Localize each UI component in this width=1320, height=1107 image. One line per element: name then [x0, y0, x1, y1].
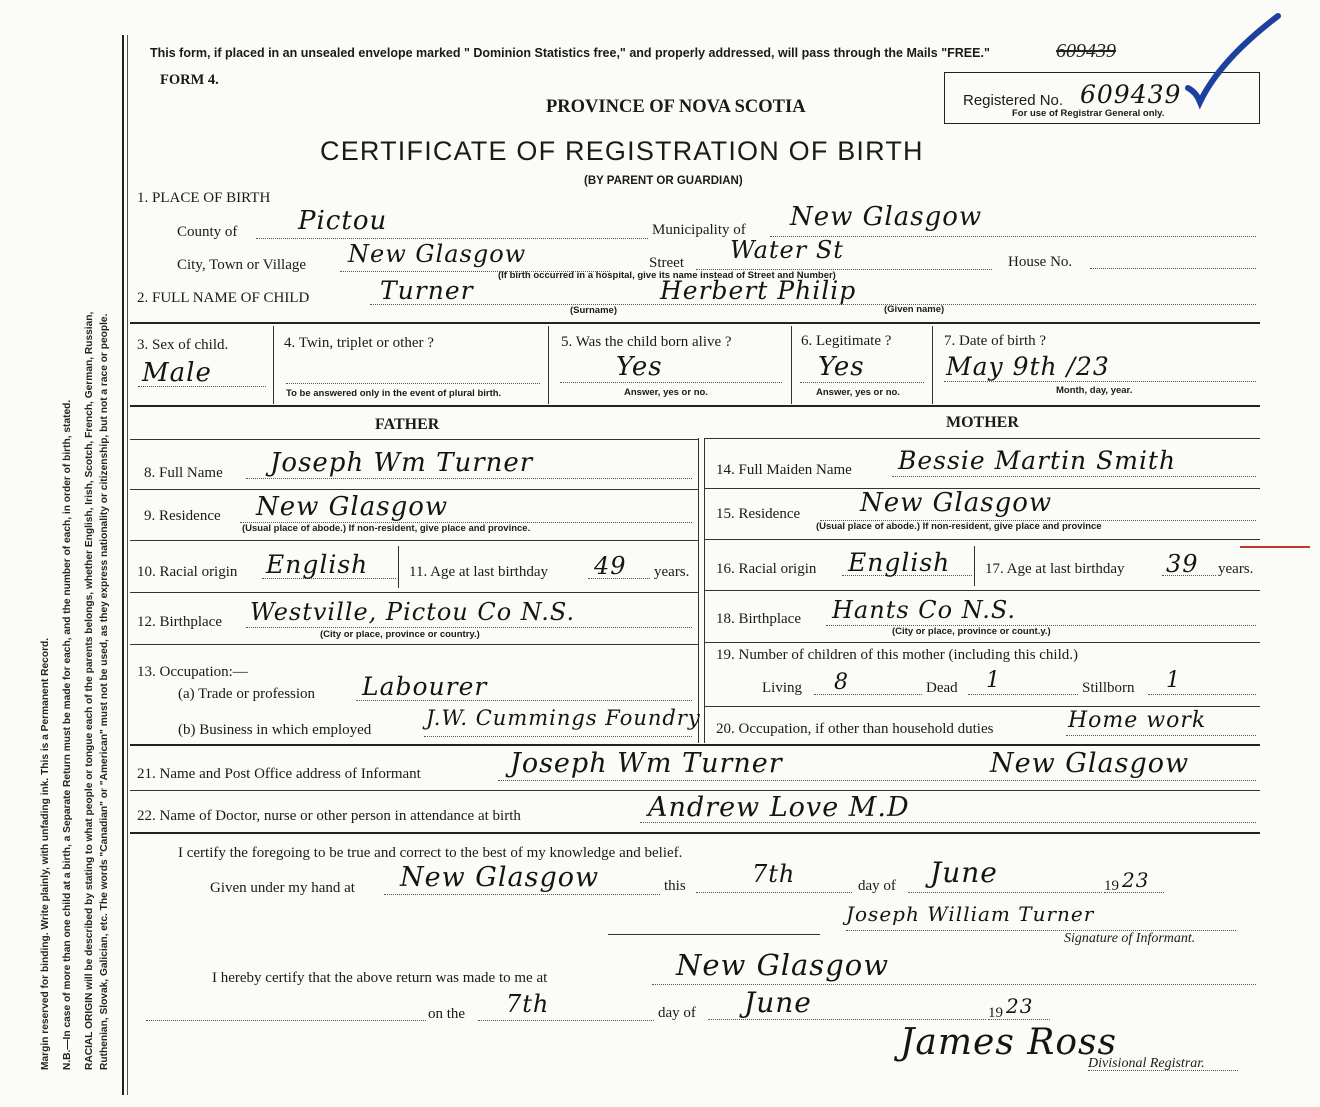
- father-residence-note: (Usual place of abode.) If non-resident, give place and province.: [242, 523, 531, 534]
- registrar-year-line: [988, 1019, 1050, 1020]
- sex-label: 3. Sex of child.: [137, 337, 229, 353]
- informant-address: New Glasgow: [990, 748, 1190, 779]
- mother-race-value: English: [848, 548, 951, 577]
- registrar-signature: James Ross: [900, 1022, 1117, 1063]
- divider: [130, 405, 1260, 407]
- registered-label: Registered No.: [963, 92, 1064, 109]
- divider: [273, 326, 274, 404]
- certify-month: June: [930, 856, 998, 889]
- informant-line: [498, 780, 1256, 781]
- certificate-subtitle: (BY PARENT OR GUARDIAN): [584, 175, 743, 187]
- margin-note-2: N.B.—In case of more than one child at a birth, a Separate Return must be made for each, and the number of each, in order of birth, stated.: [62, 399, 73, 1070]
- given-caption: (Given name): [884, 304, 945, 315]
- house-line: [1090, 268, 1256, 269]
- doctor-label: 22. Name of Doctor, nurse or other person in attendance at birth: [137, 808, 521, 824]
- father-name-label: 8. Full Name: [144, 465, 223, 481]
- mother-residence-note: (Usual place of abode.) If non-resident, give place and province: [816, 521, 1102, 532]
- alive-note: Answer, yes or no.: [624, 387, 708, 398]
- dead-value: 1: [986, 668, 1001, 693]
- divider: [974, 546, 975, 586]
- living-value: 8: [834, 670, 849, 695]
- margin-note-3: RACIAL ORIGIN will be described by stating to what people or tongue each of the parents belongs, whether English, Irish, Scotch, French, German, Russian,: [84, 311, 95, 1070]
- registrar-year: 23: [1006, 994, 1034, 1018]
- informant-label: 21. Name and Post Office address of Informant: [137, 766, 421, 782]
- father-name-value: Joseph Wm Turner: [270, 448, 534, 478]
- dayof-label: day of: [858, 878, 896, 894]
- street-label: Street: [649, 255, 684, 271]
- registrar-dayof-label: day of: [658, 1005, 696, 1021]
- postal-note: This form, if placed in an unsealed envelope marked " Dominion Statistics free," and properly addressed, will pass through the Mails "FREE.": [150, 46, 990, 60]
- living-label: Living: [762, 680, 802, 696]
- divider: [130, 832, 1260, 834]
- registrar-day-line: [478, 1020, 654, 1021]
- divider: [548, 326, 549, 404]
- mother-race-label: 16. Racial origin: [716, 561, 817, 577]
- father-birthplace-line: [246, 627, 692, 628]
- children-label: 19. Number of children of this mother (including this child.): [716, 647, 1079, 663]
- alive-line: [560, 382, 782, 383]
- living-line: [814, 694, 922, 695]
- father-business-label: (b) Business in which employed: [178, 722, 372, 738]
- mother-occupation-line: [1066, 735, 1256, 736]
- registrar-month: June: [744, 986, 812, 1019]
- mother-birthplace-value: Hants Co N.S.: [832, 596, 1017, 624]
- divider: [791, 326, 792, 404]
- mother-name-value: Bessie Martin Smith: [898, 446, 1177, 475]
- mother-heading: MOTHER: [946, 414, 1019, 431]
- certificate-title: CERTIFICATE OF REGISTRATION OF BIRTH: [320, 136, 924, 166]
- divider: [130, 540, 698, 541]
- child-given-names: Herbert Philip: [660, 276, 857, 305]
- informant-signature-caption: Signature of Informant.: [1064, 931, 1196, 946]
- margin-note-4: Ruthenian, Slovak, Galician, etc. The words "Canadian" or "American" must not be used, as they express nationality or citizenship, but not a race or people.: [99, 313, 110, 1070]
- father-age-label: 11. Age at last birthday: [409, 564, 548, 580]
- province: PROVINCE OF NOVA SCOTIA: [546, 97, 806, 117]
- father-age-value: 49: [594, 552, 627, 580]
- margin-note-1: Margin reserved for binding. Write plainly, with unfading ink. This is a Permanent Record.: [40, 637, 51, 1070]
- divider: [704, 539, 1260, 540]
- dob-label: 7. Date of birth ?: [944, 333, 1047, 349]
- registrar-day: 7th: [506, 990, 550, 1018]
- divider: [130, 489, 698, 490]
- certify-day: 7th: [752, 860, 796, 888]
- registrar-month-line: [708, 1019, 986, 1020]
- stillborn-value: 1: [1166, 668, 1181, 693]
- mother-birthplace-note: (City or place, province or count.y.): [892, 626, 1051, 637]
- dob-value: May 9th /23: [946, 352, 1110, 381]
- father-years: years.: [654, 564, 690, 580]
- divider: [130, 644, 698, 645]
- stillborn-line: [1148, 694, 1256, 695]
- legitimate-line: [800, 382, 924, 383]
- mother-age-value: 39: [1166, 550, 1199, 578]
- sex-value: Male: [142, 358, 212, 388]
- municipality-label: Municipality of: [652, 222, 746, 238]
- doctor-name: Andrew Love M.D: [648, 792, 910, 823]
- certify-text: I certify the foregoing to be true and correct to the best of my knowledge and belief.: [178, 845, 683, 861]
- mother-name-label: 14. Full Maiden Name: [716, 462, 852, 478]
- given-place: New Glasgow: [400, 862, 600, 893]
- legitimate-note: Answer, yes or no.: [816, 387, 900, 398]
- registrar-signature-line: [1088, 1070, 1238, 1071]
- father-residence-value: New Glasgow: [256, 492, 449, 522]
- informant-signature: Joseph William Turner: [846, 902, 1095, 926]
- legitimate-value: Yes: [818, 352, 865, 382]
- year-line: [1104, 892, 1164, 893]
- surname-caption: (Surname): [570, 305, 617, 316]
- father-race-value: English: [266, 550, 369, 579]
- twin-label: 4. Twin, triplet or other ?: [284, 335, 434, 351]
- dob-note: Month, day, year.: [1056, 385, 1133, 396]
- city-value: New Glasgow: [348, 240, 527, 268]
- father-birthplace-label: 12. Birthplace: [137, 614, 222, 630]
- registrar-caption: Divisional Registrar.: [1088, 1056, 1205, 1071]
- father-name-line: [246, 478, 692, 479]
- mother-residence-label: 15. Residence: [716, 506, 801, 522]
- column-divider: [698, 438, 699, 743]
- form-number: FORM 4.: [160, 72, 219, 88]
- place-heading: 1. PLACE OF BIRTH: [137, 190, 271, 206]
- registrar-left-line: [146, 1020, 426, 1021]
- struck-registration-number: 609439: [1056, 40, 1116, 62]
- divider: [704, 438, 1260, 439]
- month-line: [908, 892, 1102, 893]
- twin-note: To be answered only in the event of plural birth.: [286, 388, 502, 399]
- father-heading: FATHER: [375, 416, 440, 433]
- county-line: [256, 238, 648, 239]
- house-label: House No.: [1008, 254, 1073, 270]
- checkmark-icon: [1180, 10, 1290, 110]
- mother-occupation-label: 20. Occupation, if other than household duties: [716, 721, 994, 737]
- signature-line: [608, 934, 820, 935]
- given-place-line: [384, 894, 660, 895]
- child-name-label: 2. FULL NAME OF CHILD: [137, 290, 310, 306]
- binding-margin-line-inner: [127, 35, 128, 1095]
- informant-name: Joseph Wm Turner: [510, 748, 783, 779]
- certify-year: 23: [1122, 868, 1150, 892]
- hospital-note: (If birth occurred in a hospital, give its name instead of Street and Number): [498, 270, 836, 281]
- mother-occupation-value: Home work: [1068, 708, 1207, 733]
- this-label: this: [664, 878, 686, 894]
- alive-label: 5. Was the child born alive ?: [561, 334, 732, 350]
- mother-years: years.: [1218, 561, 1254, 577]
- registrar-year-prefix: 19: [988, 1005, 1003, 1021]
- day-line: [696, 892, 852, 893]
- dead-label: Dead: [926, 680, 958, 696]
- county-label: County of: [177, 224, 238, 240]
- registrar-text: I hereby certify that the above return was made to me at: [212, 970, 548, 986]
- divider: [130, 744, 1260, 746]
- divider: [704, 642, 1260, 643]
- divider: [704, 590, 1260, 591]
- father-business-value: J.W. Cummings Foundry: [426, 706, 701, 730]
- municipality-value: New Glasgow: [790, 202, 983, 232]
- mother-residence-value: New Glasgow: [860, 488, 1053, 518]
- street-value: Water St: [730, 236, 844, 264]
- city-label: City, Town or Village: [177, 257, 307, 273]
- on-label: on the: [428, 1006, 466, 1022]
- father-birthplace-note: (City or place, province or country.): [320, 629, 480, 640]
- given-label: Given under my hand at: [210, 880, 355, 896]
- twin-line: [286, 383, 540, 384]
- father-occupation-label: 13. Occupation:—: [137, 664, 248, 680]
- father-residence-label: 9. Residence: [144, 508, 221, 524]
- divider: [130, 592, 698, 593]
- child-surname: Turner: [380, 276, 474, 305]
- dob-line: [944, 381, 1256, 382]
- divider: [130, 322, 1260, 324]
- divider: [704, 706, 1260, 707]
- divider: [130, 790, 1260, 791]
- registrar-place-line: [652, 984, 1256, 985]
- year-prefix: 19: [1104, 878, 1119, 894]
- mother-name-line: [892, 476, 1256, 477]
- binding-margin-line: [122, 35, 124, 1095]
- alive-value: Yes: [616, 352, 663, 382]
- registered-number: 609439: [1080, 80, 1182, 109]
- legitimate-label: 6. Legitimate ?: [801, 333, 892, 349]
- divider: [932, 326, 933, 404]
- divider: [130, 439, 698, 440]
- father-trade-value: Labourer: [362, 672, 488, 701]
- ink-mark: [1240, 546, 1310, 548]
- mother-birthplace-label: 18. Birthplace: [716, 611, 801, 627]
- divider: [398, 546, 399, 588]
- registrar-place: New Glasgow: [676, 948, 890, 982]
- county-value: Pictou: [298, 206, 388, 236]
- father-race-label: 10. Racial origin: [137, 564, 238, 580]
- registrar-use-note: For use of Registrar General only.: [1012, 108, 1165, 119]
- mother-age-label: 17. Age at last birthday: [985, 561, 1125, 577]
- father-birthplace-value: Westville, Pictou Co N.S.: [250, 598, 576, 626]
- father-trade-label: (a) Trade or profession: [178, 686, 316, 702]
- stillborn-label: Stillborn: [1082, 680, 1135, 696]
- dead-line: [968, 694, 1078, 695]
- father-business-line: [424, 736, 692, 737]
